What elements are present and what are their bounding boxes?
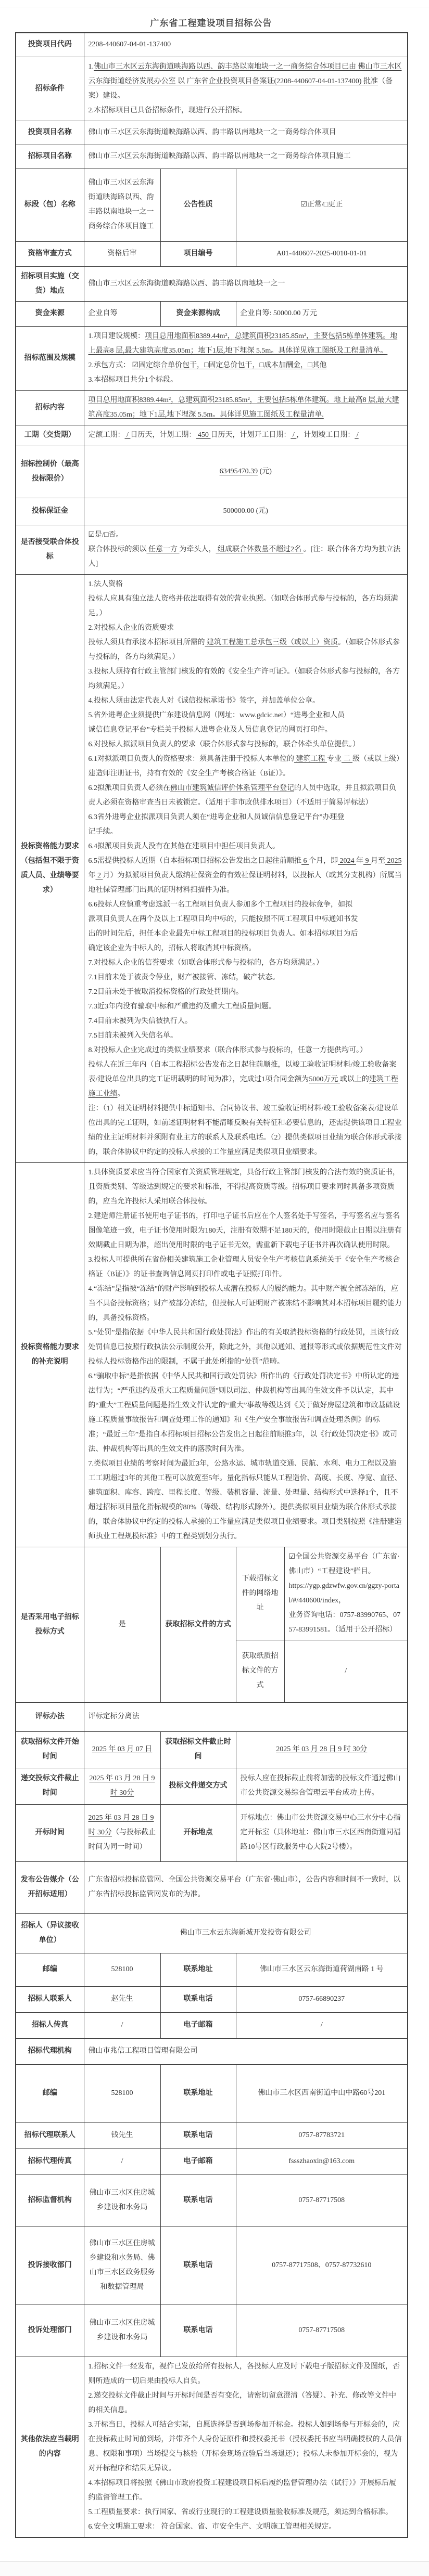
row-label: 获取招标文件截止时间 (160, 1731, 236, 1768)
row-value: 佛山市三水云东海新城开发投资有限公司 (84, 1913, 408, 1953)
row-label: 工期（交货期） (16, 425, 84, 446)
row-label: 投标文件递交方式 (160, 1768, 236, 1804)
row-label: 联系电话 (160, 1986, 236, 2012)
row-value: 0757-87783721 (236, 2122, 408, 2148)
table-row (16, 326, 408, 390)
row-value: 0757-87717508、0757-87732610 (236, 2227, 408, 2305)
table-row (16, 2227, 408, 2305)
row-label: 投诉处理部门 (16, 2305, 84, 2357)
row-label: 招标代理联系人 (16, 2122, 84, 2148)
row-label: 投资项目名称 (16, 121, 84, 145)
row-value: 528100 (84, 2064, 160, 2122)
table-row (16, 1861, 408, 1913)
row-value: 2025 年 03 月 28 日 9 时 30分 (84, 1768, 160, 1804)
table-row (16, 121, 408, 145)
table-row (16, 33, 408, 57)
row-value: 开标地点：佛山市公共资源交易中心三水分中心指定开标室（具体地址：佛山市三水区西南街道同福路10号区行政服务中心大院2号楼）。 (236, 1804, 408, 1861)
table-row (16, 2174, 408, 2227)
row-label: 招标范围及规模 (16, 326, 84, 390)
row-label: 联系电话 (160, 2227, 236, 2305)
sub-label: 下载招标文件的网络地址 (236, 1547, 284, 1640)
table-row (16, 525, 408, 574)
row-value: 定额工期： / 日历天，计划工期： 450 日历天，计划开工日期： / ，计划竣工日期： / (84, 425, 408, 446)
row-value: 佛山市三水区云东海街道映海路以西、韵丰路以南地块一之一商务综合体项目施工 (84, 145, 408, 169)
page-bottom-rule (0, 2561, 429, 2576)
row-value: 2208-440607-04-01-137400 (84, 33, 408, 57)
row-value: 佛山市三水区西南街道中山中路60号201 (236, 2064, 408, 2122)
row-label: 招标项目实施（交货）地点 (16, 266, 84, 301)
row-label: 开标地点 (160, 1804, 236, 1861)
row-label: 发布公告媒介（公开招标适用） (16, 1861, 84, 1913)
table-row (16, 2038, 408, 2064)
table-row (16, 241, 408, 266)
table-row (16, 2148, 408, 2174)
row-value: 广东省招标投标监管网、全国公共资源交易平台（广东省·佛山市），公告内容和时间不一致时，以广东省招标投标监管网发布的为准。 (84, 1861, 408, 1913)
table-row (16, 1953, 408, 1986)
row-value: 佛山市三水区住房城乡建设和水务局、佛山市三水区政务服务和数据管理局 (84, 2227, 160, 2305)
row-value: 1.招标文件一经发布，视作已发放给所有投标人，各投标人应及时下载电子版招标文件及图纸，否则所造成的一切后果由投标人自负。 2.递交投标文件截止时间与开标时间是否有变化，请密切留意澄清（答疑）、补充、修改等文件中的相关信息。 3.开标当日，投标人可结合实际，自愿选择是否到场参加开标会。投标人如到场参与开标会的，应在投标截止时间前到场，并带齐个人身份证原件和授权委托书（授权委托书应当明确授权的人员信息、权限和事项）当场提交与核验（开标会现场查验后当场退还）；投标人未参加开标会的，视为对开标程序和结果无异议。 4.本招标项目将按照《佛山市政府投资工程建设项目标后履约监督管理办法（试行）》开展标后履约监督管理工作。 5.工程质量要求：执行国家、省或行业现行的工程建设质量验收标准及规范，须达到合格标准。 6.安全文明施工要求： 符合国家、省、市安全生产、文明施工管理相关规定。 (84, 2357, 408, 2538)
row-label: 项目编号 (160, 241, 236, 266)
row-value: fssszhaoxin@163.com (236, 2148, 408, 2174)
row-value: 赵先生 (84, 1986, 160, 2012)
row-value: 佛山市三水区云东海街道荷湖南路 1 号 (236, 1953, 408, 1986)
row-value: 0757-87717508 (236, 2174, 408, 2227)
row-label: 招标代理传真 (16, 2148, 84, 2174)
row-value: 1.佛山市三水区云东海街道映海路以西、韵丰路以南地块一之一商务综合体项目已由 佛山市三水区云东海街道经济发展办公室 以 广东省企业投资项目备案证(2208-440607-04-01-137400) 批准（备案）建设。 2.本招标项目已具备招标条件，现进行公开招标。 (84, 57, 408, 121)
table-row (16, 574, 408, 1162)
sub-value: / (284, 1640, 408, 1702)
table-row (16, 169, 408, 241)
sub-value: ☑全国公共资源交易平台（广东省·佛山市）“工程建设”栏目。 https://ygp.gdzwfw.gov.cn/ggzy-portal/#/440600/index， 业务咨询电话：0757-83990765、0757-83991581。（适用于公开招标） (284, 1547, 408, 1640)
row-label: 招标监督机构 (16, 2174, 84, 2227)
row-value: 佛山市三水区住房城乡建设和水务局 (84, 2305, 160, 2357)
table-row (16, 145, 408, 169)
table-row (16, 446, 408, 498)
row-label: 资格审查方式 (16, 241, 84, 266)
row-label: 招标人联系人 (16, 1986, 84, 2012)
row-label: 是否接受联合体投标 (16, 525, 84, 574)
row-label: 投标资格能力要求 （包括但不限于资质人员、业绩等要求） (16, 574, 84, 1162)
row-value: 1.项目建设规模：项目总用地面积8389.44m²，总建筑面积23185.85m²，主要包括5栋单体建筑。地上最高8 层,最大建筑高度35.05m；地下1层,地下埋深 5.5m。具体详见施工图纸及工程量清单。 2.承包方式： ☑固定综合单价包干，□固定总价包干，□成本加酬金，□其他 3.本招标项目共分1个标段。 (84, 326, 408, 390)
row-value: 0757-87717508 (236, 2305, 408, 2357)
row-label: 开标时间 (16, 1804, 84, 1861)
row-label: 电子邮箱 (160, 2148, 236, 2174)
table-row (16, 2012, 408, 2038)
row-value: 佛山市三水区云东海街道映海路以西、韵丰路以南地块一之一商务综合体项目 (84, 121, 408, 145)
row-label: 获取招标文件的方式 (160, 1547, 236, 1702)
sub-label: 获取纸质招标文件的方式 (236, 1640, 284, 1702)
row-label: 评标办法 (16, 1702, 84, 1731)
table-row (16, 2305, 408, 2357)
row-label: 联系地址 (160, 1953, 236, 1986)
row-label: 联系电话 (160, 2122, 236, 2148)
row-label: 联系电话 (160, 2174, 236, 2227)
row-value: 项目总用地面积8389.44m²，总建筑面积23185.85m²，主要包括5栋单体建筑。地上最高8 层,最大建筑高度35.05m；地下1层,地下埋深 5.5m。具体详见施工图纸及工程量清单. (84, 390, 408, 425)
table-row (16, 498, 408, 525)
row-value: 企业自筹 (84, 301, 160, 326)
table-row (16, 1986, 408, 2012)
row-label: 招标控制价（最高投标限价） (16, 446, 84, 498)
row-value: 资格后审 (84, 241, 160, 266)
table-row (16, 1162, 408, 1547)
row-value: 1.具体资质要求应当符合国家有关资质管理规定，具备行政主管部门核发的合法有效的资质证书，且资质类别、等级达到规定的要求和标准，不得提高资质等级。招标项目要求同时具备多项资质的，应当允许投标人采用联合体投标。 2.建造师注册证书使用电子证书的，打印电子证书后应在个人签名处手写签名，手写签名应与签名图像笔迹一致，电子证书使用时限为180天，注册有效期不足180天的，使用时限截止日期以注册有效期截止日期为准，超出使用时限的电子证书无效，需重新下载电子证书并再次确认使用时限。 3.投标人可提供所在省份相关建筑施工企业管理人员安全生产考核信息系统关于《安全生产考核合格证（B证）》的证书查询信息网页打印件或电子证照打印件。 4.“冻结”是指被“冻结”的财产影响到投标人或潜在投标人的履约能力。其中财产被全部冻结的，应当不具备投标资格；财产被部分冻结，但投标人可证明财产被冻结不影响其对本招标项目履约能力的，具备投标资格。 5.“处罚”是指依据《中华人民共和国行政处罚法》作出的有关取消投标资格的行政处罚，且该行政处罚信息已按照行政执法公示制度公开，除此之外，其他以通知、通报等形式或依据规范性文件对投标人投标资格作出的限制，不属于此处所指的“处罚”范畴。 6.“骗取中标”是指依据《中华人民共和国行政处罚法》所作出的《行政处罚决定书》中所认定的违法行为；“严重违约及重大工程质量问题”则以司法、仲裁机构等出具的生效文件予以认定，其中的“重大”工程质量问题是指生效文件认定的“重大”事故等级达到《关于做好房屋建筑和市政基础设施工程质量事故报告和调查处理工作的通知》和《生产安全事故报告和调查处理条例》的标准；“最近三年”是指自本招标项目招标公告发出之日起往前顺推3年，以《行政处罚决定书》或司法、仲裁机构等出具的生效文件的落款时间为准。 7.类似项目业绩的考察时间为最近3年，公路水运、城市轨道交通、民航、水利、电力工程以及施工工期超过3年的其他工程可以放宽至5年。量化指标只能从工程造价、高度、长度、净宽、直径、建筑面积、库容、跨度、里程长度、等级、装机容量、流量、处理量、结构形式中选择1个，且不超过招标项目量化指标规模的80%（等级、结构形式除外）。提供类似项目业绩为联合体形式承接的，联合体协议中约定的投标人承接的工作量应满足类似项目业绩要求。项目类别按照《注册建造师执业工程规模标准》中的工程类别划分执行。 (84, 1162, 408, 1547)
row-label: 投标保证金 (16, 498, 84, 525)
table-row (16, 2357, 408, 2538)
row-value: 佛山市三水区云东海街道映海路以西、韵丰路以南地块一之一商务综合体项目施工 (84, 169, 160, 241)
row-label: 是否采用电子招标投标方式 (16, 1547, 84, 1702)
row-value: 2025 年 03 月 28 日 9 时 30分 (236, 1731, 408, 1768)
table-row (16, 390, 408, 425)
row-value: 评标定标分离法 (84, 1702, 408, 1731)
table-row (16, 1913, 408, 1953)
row-label: 获取招标文件开始时间 (16, 1731, 84, 1768)
row-value: 佛山市兆信工程项目管理有限公司 (84, 2038, 408, 2064)
table-row (16, 301, 408, 326)
row-value: 528100 (84, 1953, 160, 1986)
row-label: 标段（包）名称 (16, 169, 84, 241)
row-value: 2025 年 03 月 28 日 9 时 30分（与投标截止时间为同一时间） (84, 1804, 160, 1861)
row-value: 投标人应在投标截止前将加密的投标文件通过佛山市公共资源交易综合管理云平台成功上传。 (236, 1768, 408, 1804)
row-label: 招标人传真 (16, 2012, 84, 2038)
row-value: / (84, 2148, 160, 2174)
row-value: 钱先生 (84, 2122, 160, 2148)
row-label: 招标代理机构 (16, 2038, 84, 2064)
table-row (16, 1702, 408, 1731)
row-label: 邮编 (16, 1953, 84, 1986)
row-value: 0757-66890237 (236, 1986, 408, 2012)
row-value: ☑是/□否。 联合体投标的须以 任意一方 为牵头人， 组成联合体数量不超过2名 。[注：联合体各方均为独立法人] (84, 525, 408, 574)
row-label: 招标项目名称 (16, 145, 84, 169)
row-label: 投标资格能力要求的补充说明 (16, 1162, 84, 1547)
table-row (16, 1731, 408, 1768)
row-value: A01-440607-2025-0010-01-01 (236, 241, 408, 266)
row-label: 递交投标文件截止时间 (16, 1768, 84, 1804)
row-value: 2025 年 03 月 07 日 (84, 1731, 160, 1768)
row-value: 是 (84, 1547, 160, 1702)
row-value: 企业自筹: 50000.00 万元 (236, 301, 408, 326)
page-title: 广东省工程建设项目招标公告 (150, 18, 272, 28)
row-label: 联系电话 (160, 2305, 236, 2357)
row-label: 招标人（异议接收单位） (16, 1913, 84, 1953)
row-label: 资金来源 (16, 301, 84, 326)
row-value: 500000.00 (元) (84, 498, 408, 525)
row-label: 投诉接收部门 (16, 2227, 84, 2305)
row-value: 63495470.39 (元) (84, 446, 408, 498)
row-value: / (236, 2012, 408, 2038)
row-value: 佛山市三水区住房城乡建设和水务局 (84, 2174, 160, 2227)
table-row (16, 425, 408, 446)
row-label: 公告性质 (160, 169, 236, 241)
row-label: 资金来源构成 (160, 301, 236, 326)
row-value: 1.法人资格 投标人应具有独立法人资格并依法取得有效的营业执照。（如联合体形式参与投标的，各方均须满足。） 2.对投标人企业的资质要求 投标人须具有承接本招标项目所需的 建筑工程施工总承包三级（或以上）资质。（如联合体形式参与投标的，各方均须满足。） 3.投标人须持有行政主管部门核发的有效的《安全生产许可证》。（如联合体形式参与投标的，各方均须满足。） 4.投标人须由法定代表人对《诚信投标承诺书》签字，并加盖单位公章。 5.省外进粤企业须提供广东建设信息网（网址：www.gdcic.net）“进粤企业和人员 诚信信息登记平台”专栏关于投标人进粤企业及人员信息登记的网页打印件。 6.对投标人拟派项目负责人的要求（联合体形式参与投标的，联合体牵头单位提供。） 6.1对拟派项目负责人的资格要求：须具备注册于投标人本单位的 建筑工程 专业 二 级（或以上级）建造师注册证书，持有有效的《安全生产考核合格证（B证）》。 6.2拟派项目负责人必须在佛山市建筑诚信评价体系管理平台登记的人员中选取，并且拟派项目负责人必须在资格审查当日未被锁定。（适用于非市政供排水项目）（不适用于简易评标法） 6.3省外进粤企业拟派项目负责人须在“进粤企业和人员诚信信息登记平台”办理登 记手续。 6.4拟派项目负责人没有在其他在建项目中担任项目负责人。 6.5需提供投标人近期（自本招标项目招标公告发出之日起往前顺推 6 个月，即 2024 年 9 月至 2025 年 2 月）为拟派项目负责人缴纳社保资金的有效社保证明材料，以投标人（或其分支机构）所属当地社保管理部门出具的证明材料扫描件为准。 6.6投标人应慎重考虑选派一名工程项目负责人参加多个工程项目的投标竞争，如拟 派项目负责人在两个及以上工程项目均中标的，只能按照不同工程项目中标通知书发 出的时间先后，担任本企业最先中标工程项目的投标项目负责人。如本招标项目为后 确定该企业为中标人的，招标人将取消其中标资格。 7.对投标人企业的信誉要求（如联合体形式参与投标的，各方均须满足。） 7.1目前未处于被责令停业，财产被接管、冻结，破产状态。 7.2目前未处于被取消投标资格的行政处罚期内。 7.3近3年内没有骗取中标和严重违约及重大工程质量问题。 7.4目前未被列为失信被执行人。 7.5目前未被列入失信名单。 8.对投标人企业完成过的类似业绩要求（联合体形式参与投标的，任意一方提供均可。） 投标人在近三年内（自本工程招标公告发布之日起往前顺推，以竣工验收证明材料/竣工验收备案表/建设单位出具的完工证明载明的时间为准），完成过1项合同金额为5000万元 或以上的建筑工程施工业绩。 注：（1）相关证明材料提供中标通知书、合同协议书、竣工验收证明材料/竣工验收备案表/建设单位出具的完工证明，如前述证明材料不能清晰反映有关特征和必要信息的，还需提供该项目工程业绩的业主证明材料并须附有业主方的联系人及联系电话。（2）提供类似项目业绩为联合体形式承接的，联合体协议中约定的投标人承接的工作量应满足类似项目业绩要求。 (84, 574, 408, 1162)
row-label: 其他依法应当载明的内容 (16, 2357, 84, 2538)
row-value: ☑正常/□更正 (236, 169, 408, 241)
table-row (16, 57, 408, 121)
table-row (16, 1547, 408, 1640)
table-row (16, 1804, 408, 1861)
table-row (16, 2122, 408, 2148)
row-value: / (84, 2012, 160, 2038)
table-row (16, 1768, 408, 1804)
announcement-page (15, 16, 407, 2538)
table-row (16, 266, 408, 301)
row-label: 招标内容 (16, 390, 84, 425)
row-label: 招标条件 (16, 57, 84, 121)
table-row (16, 2064, 408, 2122)
row-label: 电子邮箱 (160, 2012, 236, 2038)
announcement-table (15, 32, 408, 2538)
row-label: 联系地址 (160, 2064, 236, 2122)
row-value: 佛山市三水区云东海街道映海路以西、韵丰路以南地块一之一 (84, 266, 408, 301)
row-label: 投资项目代码 (16, 33, 84, 57)
row-label: 邮编 (16, 2064, 84, 2122)
